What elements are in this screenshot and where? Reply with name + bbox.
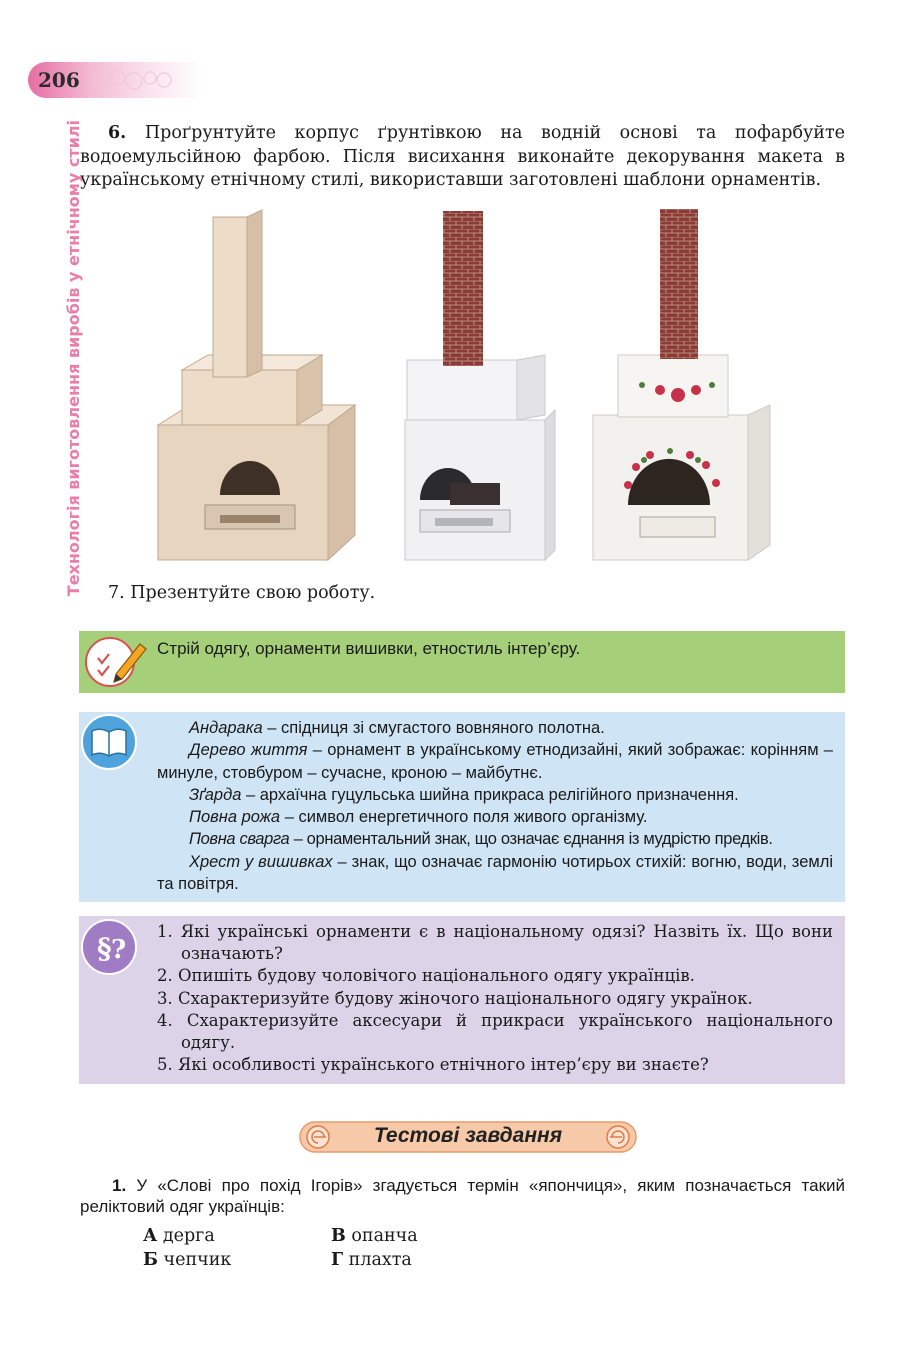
glossary-definition: – архаїчна гуцульська шийна прикраса релігійного призначення.	[241, 785, 739, 804]
option-text: плахта	[348, 1250, 412, 1270]
step-6-paragraph	[80, 122, 845, 193]
glossary-definition: – символ енергетичного поля живого організму.	[280, 808, 648, 827]
question-item: 3. Схарактеризуйте будову жіночого національного одягу українок.	[157, 988, 753, 1008]
svg-text:§: §	[97, 932, 112, 965]
option-letter: Б	[143, 1250, 158, 1270]
questions-list	[157, 921, 833, 1076]
glossary-list	[157, 717, 833, 895]
svg-text:?: ?	[111, 935, 127, 965]
glossary-definition: – спідниця зі смугастого вовняного полотна.	[262, 719, 605, 737]
section-question-icon	[80, 918, 138, 976]
oven-model-raw-image	[158, 210, 355, 560]
keywords-text: Стрій одягу, орнаменти вишивки, етностиль інтер’єру.	[157, 639, 581, 658]
glossary-term: Хрест у вишивках	[189, 852, 333, 871]
option-text: опанча	[351, 1226, 418, 1246]
glossary-item	[157, 784, 833, 806]
option-letter: А	[143, 1226, 158, 1246]
step-7-number: 7.	[108, 583, 125, 603]
oven-model-decorated-image	[593, 209, 770, 560]
glossary-term: Зґарда	[189, 785, 242, 804]
glossary-definition: – знак, що означає гармонію чотирьох стихій: вогню, води, землі та повітря.	[157, 852, 834, 894]
chapter-side-title: Технологія виготовлення виробів у етнічному стилі	[64, 120, 83, 597]
glossary-definition: – орнаментальний знак, що означає єднання із мудрістю предків.	[289, 830, 773, 849]
question-item: 1. Які українські орнаменти є в національному одязі? Назвіть їх. Що вони означають?	[157, 922, 833, 964]
question-item: 4. Схарактеризуйте аксесуари й прикраси українського національного одягу.	[157, 1010, 833, 1053]
answer-option[interactable]	[143, 1250, 231, 1270]
glossary-item	[157, 828, 833, 850]
step-6-number: 6.	[108, 123, 127, 143]
test-question-1	[80, 1175, 845, 1217]
glossary-term: Андарака	[189, 719, 263, 737]
answer-option[interactable]	[331, 1226, 418, 1246]
question-item: 5. Які особливості українського етнічного інтер’єру ви знаєте?	[157, 1055, 709, 1075]
option-letter: В	[331, 1226, 346, 1246]
glossary-term: Дерево життя	[189, 741, 308, 760]
test-question-number: 1.	[112, 1176, 127, 1195]
option-text: чепчик	[163, 1250, 232, 1270]
decorative-ornament-icon	[88, 66, 178, 94]
glossary-item	[157, 717, 833, 739]
step-7-paragraph	[80, 582, 845, 606]
option-letter: Г	[331, 1250, 344, 1270]
glossary-item	[157, 739, 833, 784]
glossary-item	[157, 806, 833, 828]
open-book-icon	[80, 713, 138, 771]
option-text: дерга	[162, 1226, 215, 1246]
step-6-text: Проґрунтуйте корпус ґрунтівкою на водній основі та пофарбуйте водоемульсійною фарбою. Після висихання виконайте декорування макета в українському етнічному стилі, використавши заготовлені шаблони орнаментів.	[80, 123, 845, 190]
test-question-text: У «Слові про похід Ігорів» згадується термін «япончиця», яким позначається такий реліктовий одяг українців:	[80, 1176, 845, 1216]
question-item: 2. Опишіть будову чоловічого національного одягу українців.	[157, 966, 695, 986]
pencil-checklist-icon	[82, 630, 148, 690]
oven-model-stages-image	[150, 205, 790, 565]
answer-option[interactable]	[143, 1226, 215, 1246]
step-7-text: Презентуйте свою роботу.	[130, 583, 376, 603]
answer-option[interactable]	[331, 1250, 412, 1270]
page-number: 206	[38, 68, 80, 92]
glossary-definition: – орнамент в українському етнодизайні, який зображає: корінням – минуле, стовбуром – сучасне, кроною – майбутнє.	[157, 741, 833, 782]
glossary-term: Повна рожа	[189, 808, 281, 827]
test-section-title: Тестові завдання	[373, 1124, 563, 1147]
glossary-item	[157, 851, 833, 896]
oven-model-painted-image	[405, 211, 555, 560]
glossary-term: Повна сварга	[189, 830, 290, 849]
